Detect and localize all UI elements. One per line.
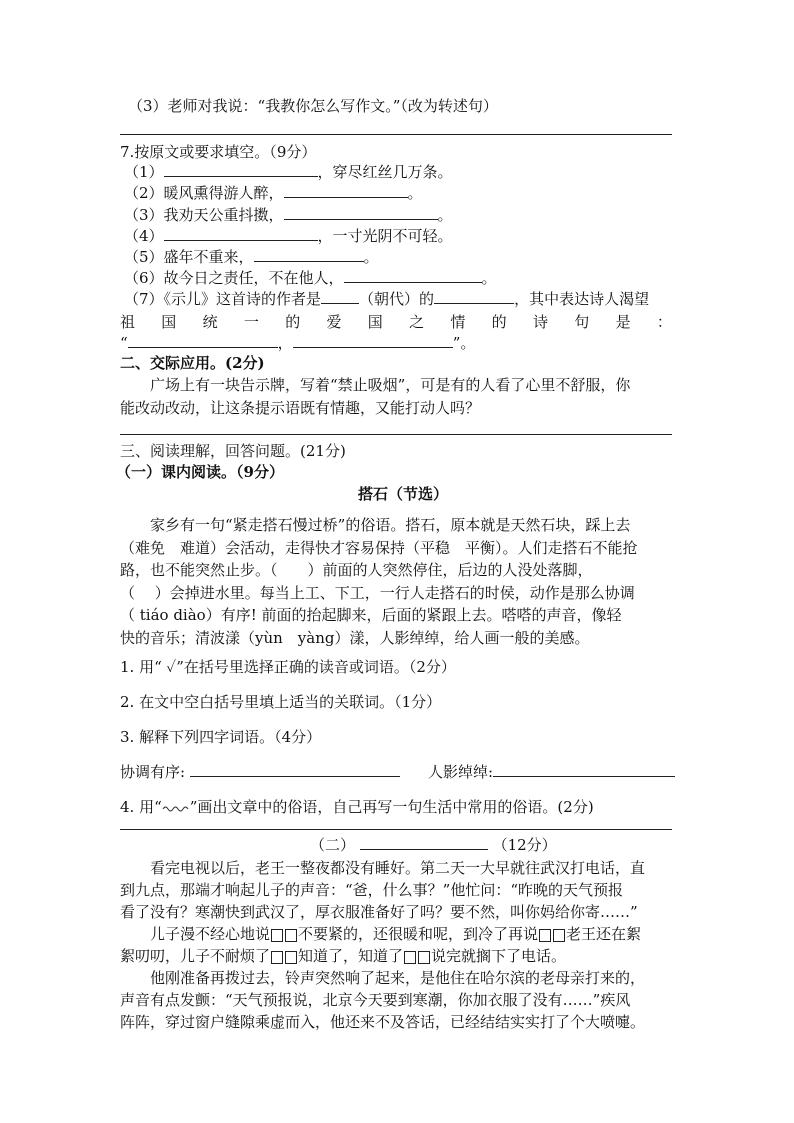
- passage-line-4: （ ）会掉进水里。每当上工、下工，一行人走搭石的时侯，动作是那么协调: [120, 584, 635, 602]
- q7-item-6: （6）故今日之责任，不在他人， 。: [124, 269, 497, 287]
- justified-char: 统: [202, 313, 218, 331]
- section-2-para-1: 广场上有一块告示牌，写着“禁止吸烟”，可是有的人看了心里不舒服，你: [150, 376, 631, 394]
- q7-7-verse-blank-1[interactable]: [128, 332, 278, 348]
- justified-char: 句: [574, 313, 590, 331]
- q7-title: 7.按原文或要求填空。（9分）: [120, 143, 317, 161]
- question-2: 2. 在文中空白括号里填上适当的关联词。（1分）: [120, 693, 442, 711]
- q7-item-3: （3）我劝天公重抖擞， 。: [124, 206, 453, 224]
- punctuation-box[interactable]: [271, 929, 283, 942]
- passage-line-2: （难免 难道）会活动，走得快才容易保持（平稳 平衡）。人们走搭石不能抢: [120, 539, 638, 557]
- justified-char: 祖: [120, 313, 136, 331]
- q7-7-dynasty-blank[interactable]: [434, 288, 514, 304]
- q7-2-blank[interactable]: [284, 182, 408, 198]
- section-2-title: 二、交际应用。(2分): [120, 354, 265, 372]
- section-3-sub-1: （一）课内阅读。（9分）: [116, 463, 284, 481]
- q6-3-answer-line[interactable]: [120, 134, 672, 135]
- question-3: 3. 解释下列四字词语。（4分）: [120, 728, 322, 746]
- section-2-para-2: 能改动改动，让这条提示语既有情趣，又能打动人吗？: [120, 399, 481, 417]
- q7-item-5: （5）盛年不重来， 。: [124, 248, 379, 266]
- passage-title: 搭石（节选）: [358, 485, 449, 503]
- passage-line-1: 家乡有一句“紧走搭石慢过桥”的俗语。搭石，原本就是天然石块，踩上去: [150, 516, 631, 534]
- section-3-sub-2: （二） （12分）: [310, 836, 557, 854]
- q7-item-7: （7）《示儿》这首诗的作者是 （朝代）的 ，其中表达诗人渴望: [124, 290, 650, 308]
- question-1: 1. 用“ ✓”在括号里选择正确的读音或词语。（2分）: [120, 658, 456, 676]
- question-3-a-blank[interactable]: [190, 761, 400, 777]
- q7-1-blank[interactable]: [164, 161, 318, 177]
- question-3-b: 人影绰绰:: [428, 761, 675, 783]
- question-4-answer-line[interactable]: [120, 829, 672, 830]
- justified-char: 国: [161, 313, 177, 331]
- punctuation-box[interactable]: [539, 929, 551, 942]
- punctuation-box[interactable]: [404, 951, 416, 964]
- passage-line-3: 路，也不能突然止步。（ ）前面的人突然停住，后边的人没处落脚，: [120, 561, 593, 579]
- justified-char: 国: [367, 313, 383, 331]
- reading-line-8: 阵阵，穿过窗户缝隙乘虚而入，他还来不及答话，已经结结实实打了个大喷嚏。: [120, 1013, 646, 1031]
- justified-char: 是: [615, 313, 631, 331]
- q7-4-blank[interactable]: [164, 225, 318, 241]
- section-2-answer-line[interactable]: [120, 434, 672, 435]
- reading-line-5: 絮叨叨，儿子不耐烦了 知道了，知道了 说完就搁下了电话。: [120, 947, 567, 965]
- justified-char: 爱: [326, 313, 342, 331]
- passage-line-5: （ tiáo diào）有序! 前面的抬起脚来，后面的紧跟上去。嗒嗒的声音，像轻: [120, 606, 622, 624]
- reading-line-4: 儿子漫不经心地说 不要紧的，还很暖和呢，到冷了再说 老王还在絮: [150, 925, 642, 943]
- q7-3-blank[interactable]: [284, 204, 438, 220]
- justified-char: 的: [285, 313, 301, 331]
- question-4: 4. 用“ ”画出文章中的俗语，自己再写一句生活中常用的俗语。(2分): [120, 798, 594, 816]
- punctuation-box[interactable]: [418, 951, 430, 964]
- justified-char: 一: [243, 313, 259, 331]
- justified-char: 诗: [532, 313, 548, 331]
- passage-line-6: 快的音乐；清波漾（yùn yàng）漾，人影绰绰，给人画一般的美感。: [120, 629, 590, 647]
- q7-7-answer: “ ， ”。: [120, 334, 476, 352]
- punctuation-box[interactable]: [285, 951, 297, 964]
- justified-char: 的: [491, 313, 507, 331]
- section-3-title: 三、阅读理解，回答问题。(21分): [120, 442, 346, 460]
- q7-item-4: （4） ，一寸光阴不可轻。: [124, 227, 453, 245]
- q7-item-2: （2）暖风熏得游人醉， 。: [124, 184, 423, 202]
- q6-3-text: （3）老师对我说：“我教你怎么写作文。”（改为转述句）: [128, 97, 498, 115]
- reading-line-2: 到九点，那端才响起儿子的声音：“爸，什么事？”他忙问：“昨晚的天气预报: [120, 881, 624, 899]
- reading-line-1: 看完电视以后，老王一整夜都没有睡好。第二天一大早就往武汉打电话，直: [150, 859, 646, 877]
- passage-2-title-blank[interactable]: [360, 834, 488, 850]
- q7-5-blank[interactable]: [254, 246, 364, 262]
- q7-item-1: （1） ，穿尽红丝几万条。: [124, 163, 453, 181]
- q7-6-blank[interactable]: [344, 267, 482, 283]
- reading-line-3: 看了没有？寒潮快到武汉了，厚衣服准备好了吗？要不然，叫你妈给你寄……”: [120, 903, 638, 921]
- question-3-a: 协调有序:: [120, 761, 400, 783]
- question-3-b-blank[interactable]: [493, 761, 675, 777]
- justified-char: ：: [656, 313, 672, 331]
- punctuation-box[interactable]: [553, 929, 565, 942]
- wavy-underline-icon: [162, 803, 190, 813]
- q7-7-verse-blank-2[interactable]: [293, 332, 453, 348]
- q7-7-justified-line: [120, 311, 672, 333]
- q7-7-author-blank[interactable]: [321, 288, 359, 304]
- justified-char: 情: [450, 313, 466, 331]
- reading-line-6: 他刚准备再拨过去，铃声突然响了起来，是他住在哈尔滨的老母亲打来的，: [150, 969, 646, 987]
- reading-line-7: 声音有点发颤：“天气预报说，北京今天要到寒潮，你加衣服了没有……”疾风: [120, 991, 631, 1009]
- punctuation-box[interactable]: [271, 951, 283, 964]
- justified-char: 之: [409, 313, 425, 331]
- punctuation-box[interactable]: [285, 929, 297, 942]
